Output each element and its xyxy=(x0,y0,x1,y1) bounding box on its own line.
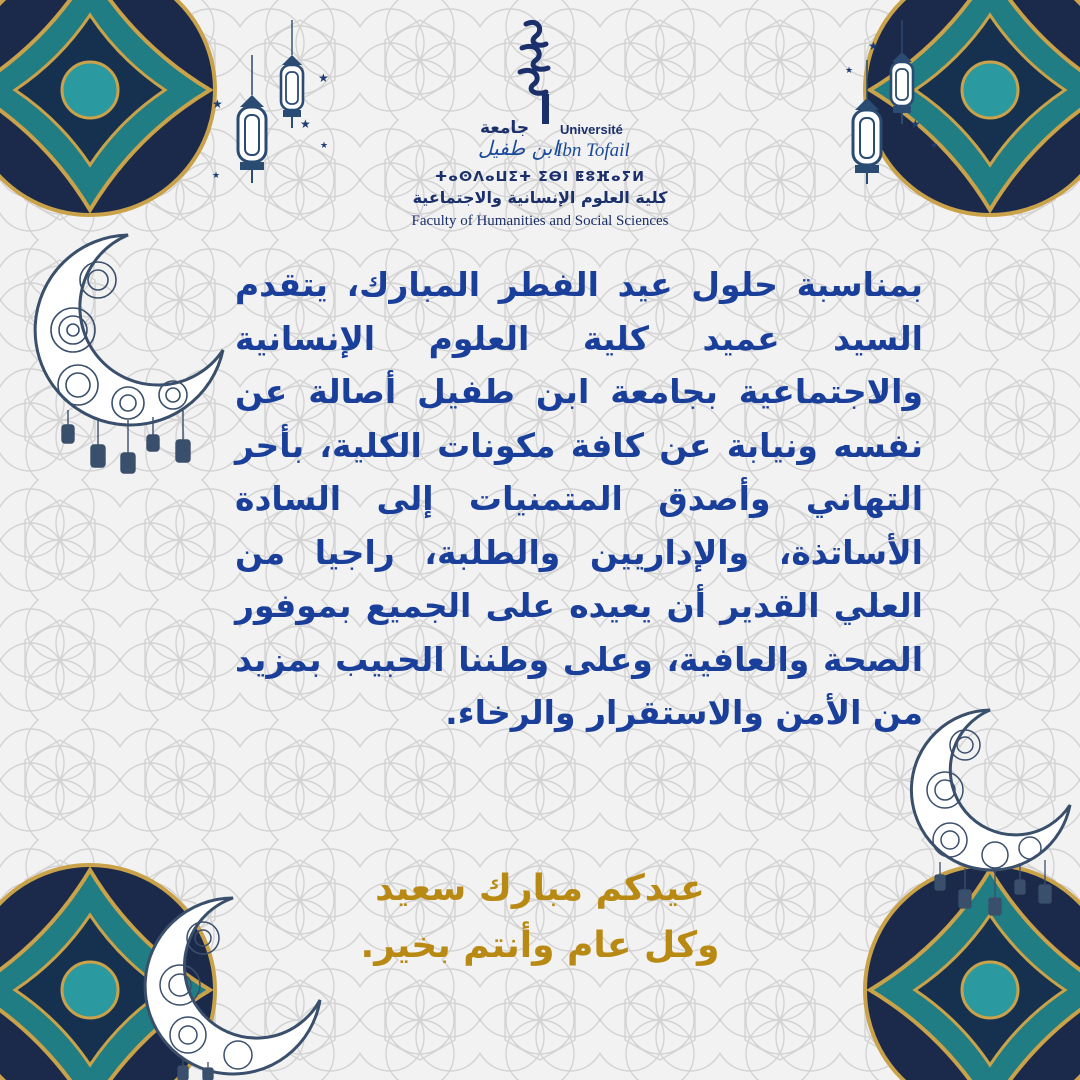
university-label-tifinagh: ⵜⴰⵙⴷⴰⵡⵉⵜ ⵉⴱⵏ ⵟⵓⴼⴰⵢⵍ xyxy=(435,169,645,185)
ramadan-lantern-icon xyxy=(845,60,889,185)
star-icon: ★ xyxy=(930,141,939,151)
star-icon: ★ xyxy=(910,117,921,131)
ibn-tofail-label-lat: Ibn Tofail xyxy=(556,140,630,161)
eid-message-paragraph: بمناسبة حلول عيد الفطر المبارك، يتقدم السيد عميد كلية العلوم الإنسانية والاجتماعية بجامعة ابن طفيل أصالة عن نفسه ونيابة عن كافة مكونات الكلية، بأحر التهاني وأصدق المتمنيات إلى السادة الأساتذة، والإداريين والطلبة، راجيا من العلي القدير أن يعيده على الجميع بموفور الصحة والعافية، وعلى وطننا الحبيب بمزيد من الأمن والاستقرار والرخاء. xyxy=(235,265,923,732)
star-icon: ★ xyxy=(212,171,221,181)
ramadan-lantern-icon xyxy=(885,20,919,125)
ramadan-lantern-icon xyxy=(275,20,309,130)
ornamental-crescent-moon-icon xyxy=(905,700,1080,940)
islamic-geometric-corner-icon xyxy=(0,0,220,220)
ibn-tofail-label-ar: ابن طفيل xyxy=(478,136,558,160)
star-icon: ★ xyxy=(845,66,854,76)
university-logo xyxy=(370,18,710,233)
faculty-name-en: Faculty of Humanities and Social Sciences xyxy=(411,213,669,229)
star-icon: ★ xyxy=(300,117,311,131)
faculty-name-ar: كلية العلوم الإنسانية والاجتماعية xyxy=(412,188,668,207)
eid-greeting-line-2: وكل عام وأنتم بخير. xyxy=(360,925,720,966)
star-icon: ★ xyxy=(318,71,329,85)
university-label-ar: جامعة xyxy=(480,118,530,138)
university-label-fr: Université xyxy=(560,122,623,137)
ornamental-crescent-moon-icon xyxy=(138,890,328,1080)
eid-greeting-line-1: عيدكم مبارك سعيد xyxy=(375,868,705,909)
star-icon: ★ xyxy=(212,97,223,111)
ornamental-crescent-moon-icon xyxy=(28,225,238,495)
star-icon: ★ xyxy=(320,141,329,151)
ramadan-lantern-icon xyxy=(230,55,274,185)
ibn-tofail-logo-mark-icon xyxy=(508,18,568,126)
star-icon: ★ xyxy=(868,39,879,53)
